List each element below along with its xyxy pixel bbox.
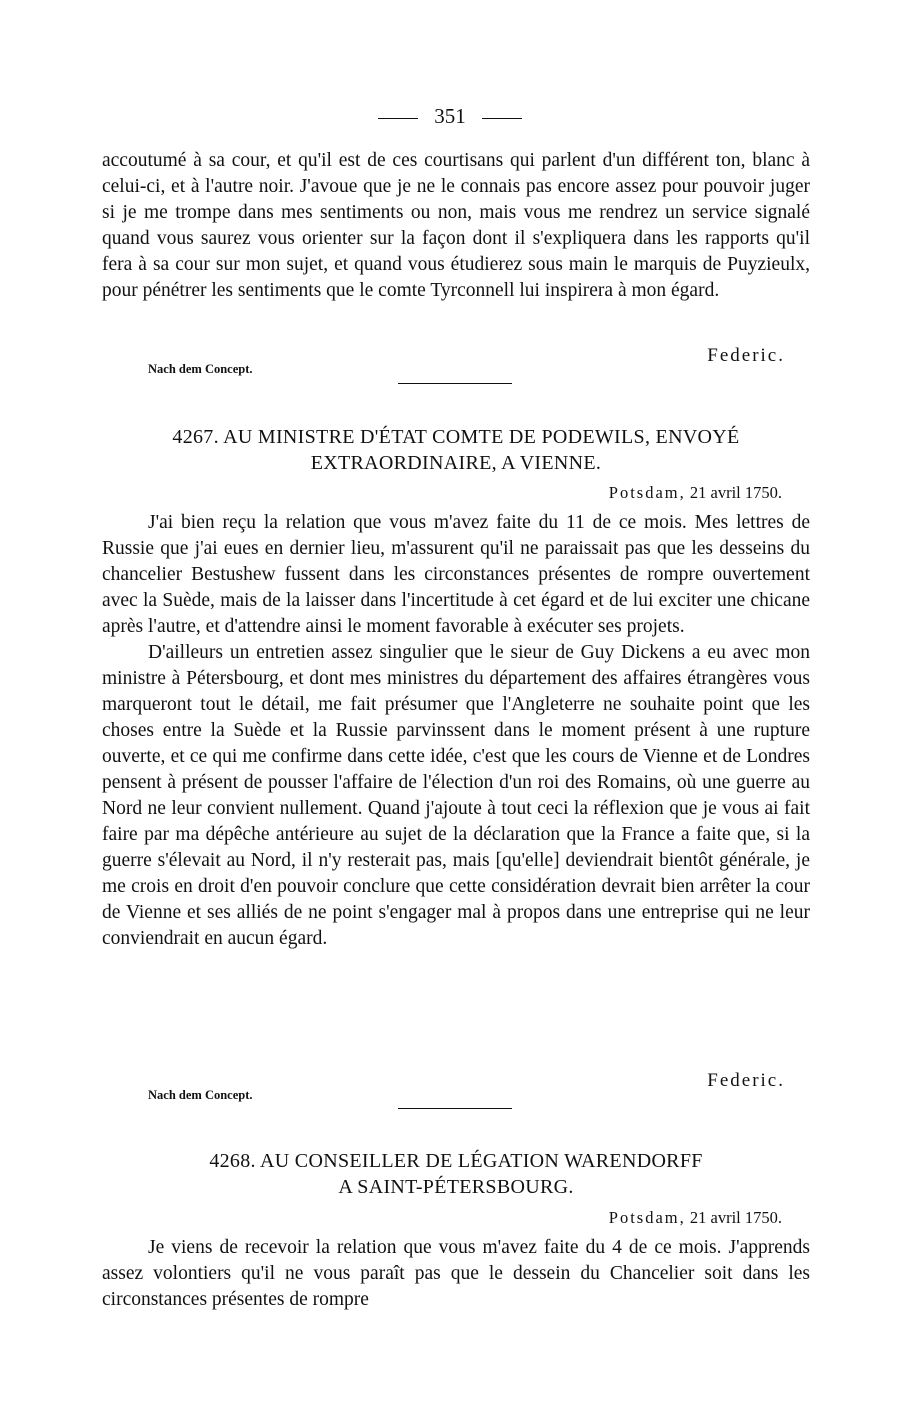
continued-paragraph: accoutumé à sa cour, et qu'il est de ces courtisans qui parlent d'un différent ton, blanc à celui-ci, et à l'autre noir. J'avoue que je ne le connais pas encore assez pour pouvoir juger si je me trompe dans mes sentiments ou non, mais vous me rendrez un service signalé quand vous saurez vous orienter sur la façon dont il s'expliquera dans les rapports qu'il fera à sa cour sur mon sujet, et quand vous étudierez sous main le marquis de Puyzieulx, pour pénétrer les sentiments que le comte Tyrconnell lui inspirera à mon égard. xyxy=(102,150,810,301)
heading-line: 4267. AU MINISTRE D'ÉTAT COMTE DE PODEWILS, ENVOYÉ xyxy=(172,426,740,448)
heading-line: A SAINT-PÉTERSBOURG. xyxy=(338,1176,574,1198)
source-note: Nach dem Concept. xyxy=(148,1088,253,1102)
page-number: 351 xyxy=(0,104,900,134)
signature: Federic. xyxy=(707,1070,785,1091)
letter-heading-4267 xyxy=(100,424,812,476)
dateline-4268 xyxy=(609,1208,782,1228)
page-number-rule-left xyxy=(378,118,418,119)
dateline-date: 21 avril 1750. xyxy=(689,483,782,502)
paragraph: Je viens de recevoir la relation que vous m'avez faite du 4 de ce mois. J'apprends assez volontiers qu'il ne vous paraît pas que le dessein du Chancelier soit dans les circonstances présentes de rompre xyxy=(102,1237,810,1310)
letter-heading-4268 xyxy=(100,1148,812,1200)
continued-letter-body xyxy=(102,148,810,304)
signature: Federic. xyxy=(707,345,785,366)
heading-line: EXTRAORDINAIRE, A VIENNE. xyxy=(310,452,602,474)
letter-body-4268 xyxy=(102,1235,810,1313)
dateline-4267 xyxy=(609,483,782,503)
paragraph: J'ai bien reçu la relation que vous m'avez faite du 11 de ce mois. Mes lettres de Russie que j'ai eues en dernier lieu, m'assurent qu'il ne paraissait pas que les desseins du chancelier Bestushew fussent dans les circonstances présentes de rompre ouvertement avec la Suède, mais de la laisser dans l'incertitude à cet égard et de lui exciter une chicane après l'autre, et d'attendre ainsi le moment favorable à exécuter ses projets. xyxy=(102,512,810,637)
source-note: Nach dem Concept. xyxy=(148,362,253,376)
heading-line: 4268. AU CONSEILLER DE LÉGATION WARENDORFF xyxy=(209,1150,703,1172)
paragraph: D'ailleurs un entretien assez singulier que le sieur de Guy Dickens a eu avec mon ministre à Pétersbourg, et dont mes ministres du département des affaires étrangères vous marqueront tout le détail, me fait présumer que l'Angleterre ne souhaite point que les choses entre la Suède et la Russie parvinssent dans le moment présent à une rupture ouverte, et ce qui me confirme dans cette idée, c'est que les cours de Vienne et de Londres pensent à présent de pousser l'affaire de l'élection d'un roi des Romains, où une guerre au Nord ne leur convient nullement. Quand j'ajoute à tout ceci la réflexion que je vous ai fait faire par ma dépêche antérieure au sujet de la déclaration que la France a faite que, si la guerre s'élevait au Nord, il n'y resterait pas, mais [qu'elle] deviendrait bientôt générale, je me crois en droit d'en pouvoir conclure que cette considération devrait bien arrêter la cour de Vienne et ses alliés de ne point s'engager mal à propos dans une entreprise qui ne leur conviendrait en aucun égard. xyxy=(102,642,810,949)
page-number-rule-right xyxy=(482,118,522,119)
dateline-date: 21 avril 1750. xyxy=(689,1208,782,1227)
letter-body-4267 xyxy=(102,510,810,952)
dateline-place: Potsdam, xyxy=(608,1208,686,1227)
dateline-place: Potsdam, xyxy=(608,483,686,502)
section-divider xyxy=(398,383,512,384)
section-divider xyxy=(398,1108,512,1109)
